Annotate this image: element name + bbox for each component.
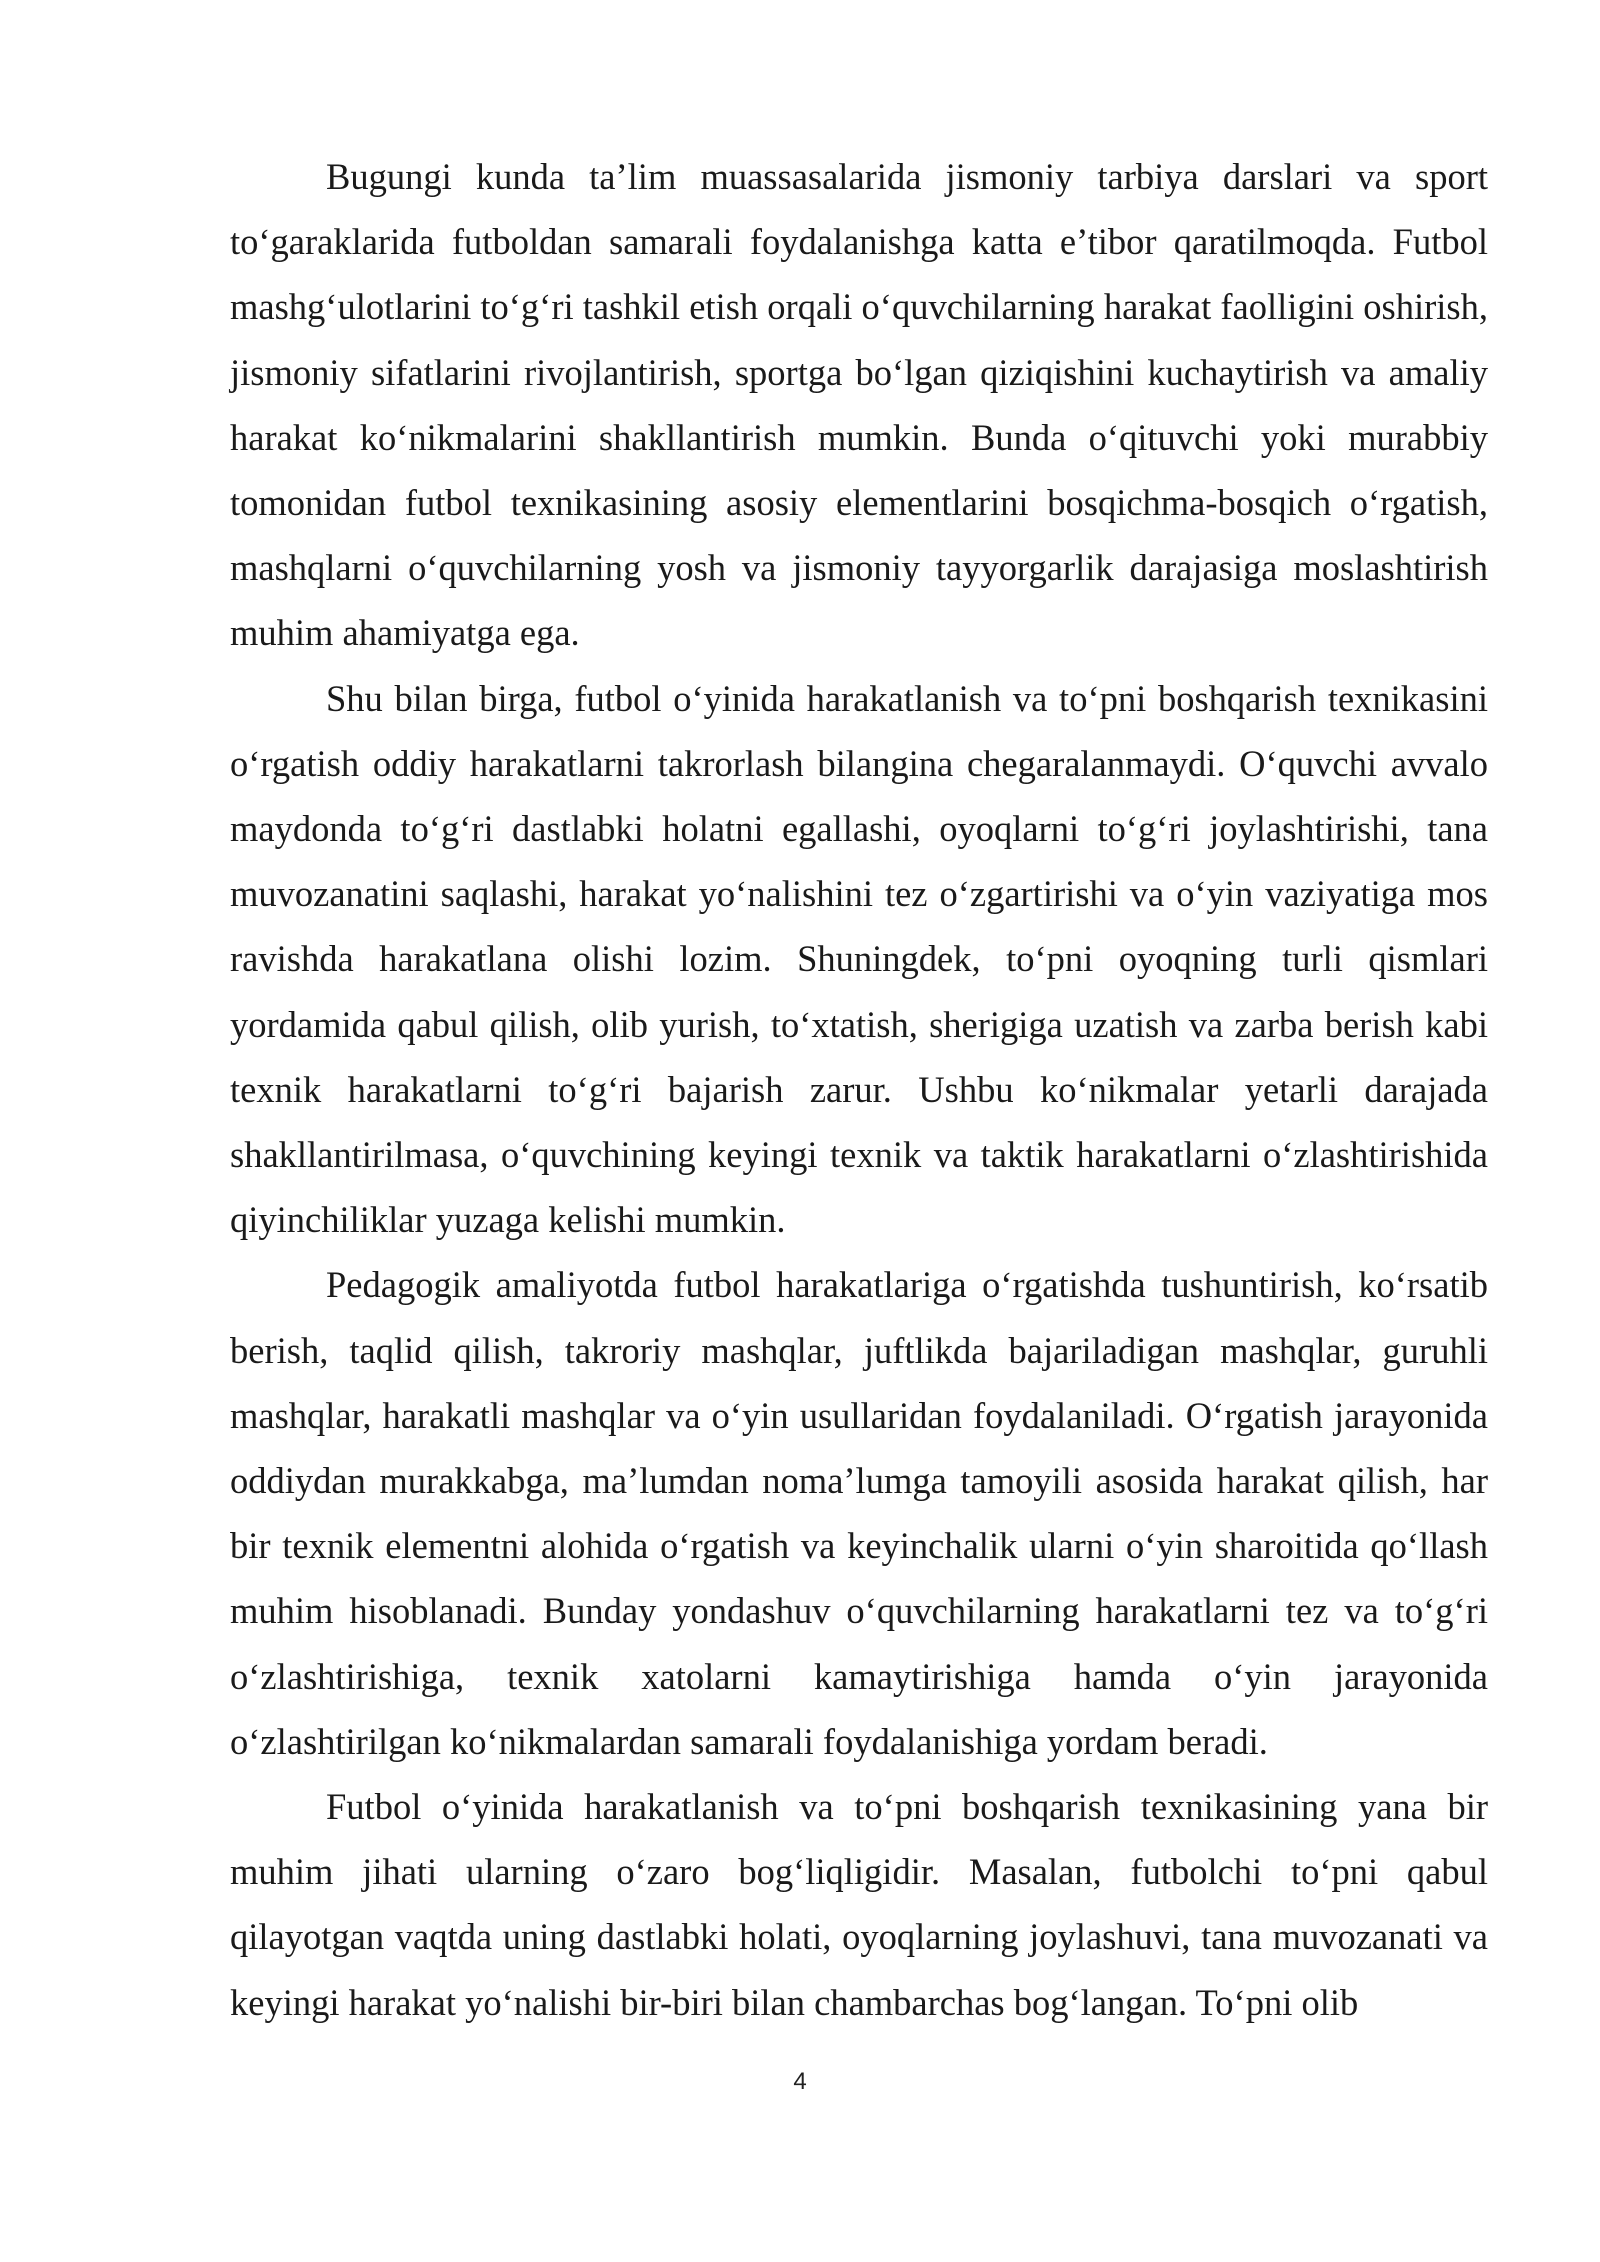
- body-text: [230, 144, 1488, 2035]
- paragraph-2: Shu bilan birga, futbol o‘yinida harakatlanish va to‘pni boshqarish texnikasini o‘rgatish oddiy harakatlarni takrorlash bilangina chegaralanmaydi. O‘quvchi avvalo maydonda to‘g‘ri dastlabki holatni egallashi, oyoqlarni to‘g‘ri joylashtirishi, tana muvozanatini saqlashi, harakat yo‘nalishini tez o‘zgartirishi va o‘yin vaziyatiga mos ravishda harakatlana olishi lozim. Shuningdek, to‘pni oyoqning turli qismlari yordamida qabul qilish, olib yurish, to‘xtatish, sherigiga uzatish va zarba berish kabi texnik harakatlarni to‘g‘ri bajarish zarur. Ushbu ko‘nikmalar yetarli darajada shakllantirilmasa, o‘quvchining keyingi texnik va taktik harakatlarni o‘zlashtirishida qiyinchiliklar yuzaga kelishi mumkin.: [230, 677, 1488, 1241]
- paragraph-3: Pedagogik amaliyotda futbol harakatlariga o‘rgatishda tushuntirish, ko‘rsatib berish, taqlid qilish, takroriy mashqlar, juftlikda bajariladigan mashqlar, guruhli mashqlar, harakatli mashqlar va o‘yin usullaridan foydalaniladi. O‘rgatish jarayonida oddiydan murakkabga, ma’lumdan noma’lumga tamoyili asosida harakat qilish, har bir texnik elementni alohida o‘rgatish va keyinchalik ularni o‘yin sharoitida qo‘llash muhim hisoblanadi. Bunday yondashuv o‘quvchilarning harakatlarni tez va to‘g‘ri o‘zlashtirishiga, texnik xatolarni kamaytirishiga hamda o‘yin jarayonida o‘zlashtirilgan ko‘nikmalardan samarali foydalanishiga yordam beradi.: [230, 1264, 1488, 1762]
- paragraph-1: Bugungi kunda ta’lim muassasalarida jismoniy tarbiya darslari va sport to‘garaklarida futboldan samarali foydalanishga katta e’tibor qaratilmoqda. Futbol mashg‘ulotlarini to‘g‘ri tashkil etish orqali o‘quvchilarning harakat faolligini oshirish, jismoniy sifatlarini rivojlantirish, sportga bo‘lgan qiziqishini kuchaytirish va amaliy harakat ko‘nikmalarini shakllantirish mumkin. Bunda o‘qituvchi yoki murabbiy tomonidan futbol texnikasining asosiy elementlarini bosqichma-bosqich o‘rgatish, mashqlarni o‘quvchilarning yosh va jismoniy tayyorgarlik darajasiga moslashtirish muhim ahamiyatga ega.: [230, 156, 1488, 654]
- paragraph-4: Futbol o‘yinida harakatlanish va to‘pni boshqarish texnikasining yana bir muhim jihati ularning o‘zaro bog‘liqligidir. Masalan, futbolchi to‘pni qabul qilayotgan vaqtda uning dastlabki holati, oyoqlarning joylashuvi, tana muvozanati va keyingi harakat yo‘nalishi bir-biri bilan chambarchas bog‘langan. To‘pni olib: [230, 1786, 1488, 2023]
- page-number: 4: [793, 2068, 807, 2095]
